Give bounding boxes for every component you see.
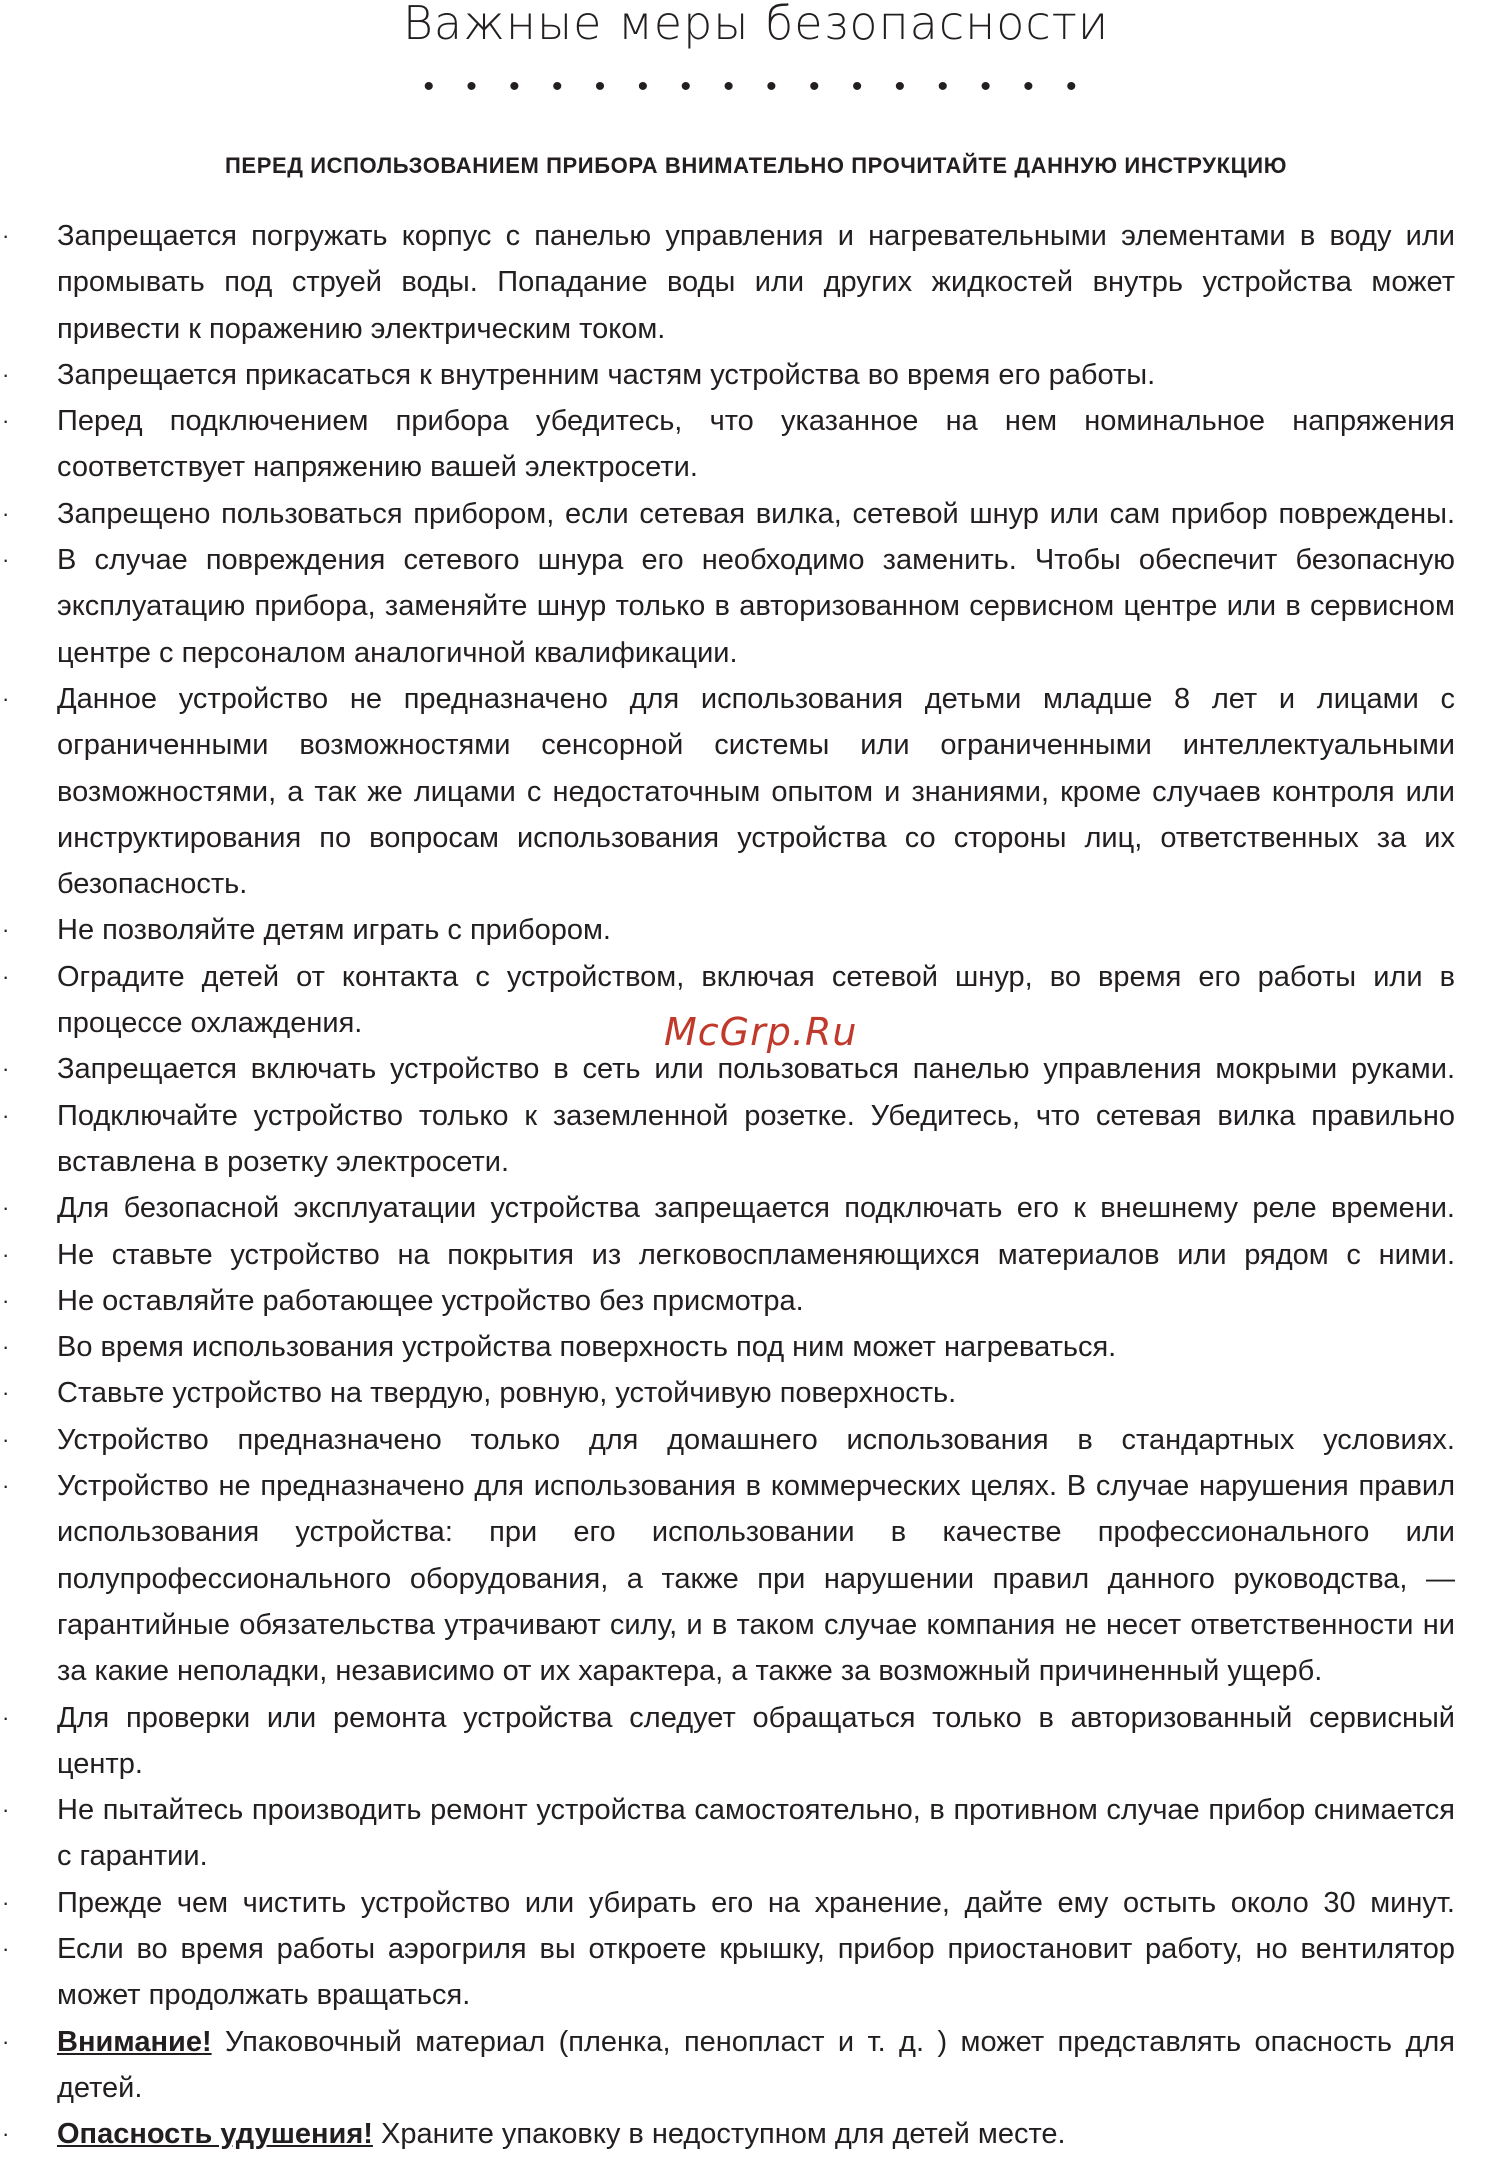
- dot-divider: • • • • • • • • • • • • • • • •: [423, 70, 1089, 103]
- list-item: · Оградите детей от контакта с устройством, включая сетевой шнур, во время его работы или в процессе охлаждения.: [0, 954, 1455, 1047]
- warning-item: [0, 2111, 1455, 2157]
- list-item: · Данное устройство не предназначено для использования детьми младше 8 лет и лицами с ограниченными возможностями сенсорной системы или ограниченными интеллектуальными возможностями, а так же лицами с недостаточным опытом и знаниями, кроме случаев контроля или инструктирования по вопросам использования устройства со стороны лиц, ответственных за их безопасность.: [0, 676, 1455, 907]
- watermark: McGrp.Ru: [664, 1010, 858, 1054]
- list-item: · Перед подключением прибора убедитесь, что указанное на нем номинальное напряжения соответствует напряжению вашей электросети.: [0, 398, 1455, 491]
- list-item: · Подключайте устройство только к заземленной розетке. Убедитесь, что сетевая вилка правильно вставлена в розетку электросети.: [0, 1093, 1455, 1186]
- list-item: · Запрещено пользоваться прибором, если сетевая вилка, сетевой шнур или сам прибор повреждены.: [0, 491, 1455, 537]
- list-item: · Для безопасной эксплуатации устройства запрещается подключать его к внешнему реле времени.: [0, 1185, 1455, 1231]
- warning-text: Упаковочный материал (пленка, пенопласт и т. д. ) может представлять опасность для детей.: [57, 2025, 1455, 2104]
- list-item: · В случае повреждения сетевого шнура его необходимо заменить. Чтобы обеспечит безопасную эксплуатацию прибора, заменяйте шнур только в авторизованном сервисном центре или в сервисном центре с персоналом аналогичной квалификации.: [0, 537, 1455, 676]
- list-item: · Не пытайтесь производить ремонт устройства самостоятельно, в противном случае прибор снимается с гарантии.: [0, 1787, 1455, 1880]
- warning-item: [0, 2019, 1455, 2112]
- list-item: · Запрещается прикасаться к внутренним частям устройства во время его работы.: [0, 352, 1455, 398]
- warning-text: Храните упаковку в недоступном для детей месте.: [372, 2118, 1066, 2151]
- safety-list: [0, 213, 1512, 2157]
- list-item: · Не оставляйте работающее устройство без присмотра.: [0, 1278, 1455, 1324]
- list-item: · Если во время работы аэрогриля вы откроете крышку, прибор приостановит работу, но вентилятор может продолжать вращаться.: [0, 1926, 1455, 2019]
- list-item: · Для проверки или ремонта устройства следует обращаться только в авторизованный сервисный центр.: [0, 1695, 1455, 1788]
- list-item: · Ставьте устройство на твердую, ровную, устойчивую поверхность.: [0, 1370, 1455, 1416]
- list-item: · Не позволяйте детям играть с прибором.: [0, 907, 1455, 953]
- list-item: · Прежде чем чистить устройство или убирать его на хранение, дайте ему остыть около 30 минут.: [0, 1880, 1455, 1926]
- list-item: · Не ставьте устройство на покрытия из легковоспламеняющихся материалов или рядом с ними.: [0, 1232, 1455, 1278]
- list-item: · Запрещается включать устройство в сеть или пользоваться панелью управления мокрыми руками.: [0, 1046, 1455, 1092]
- warning-label: Внимание!: [57, 2025, 212, 2058]
- list-item: · Устройство предназначено только для домашнего использования в стандартных условиях.: [0, 1417, 1455, 1463]
- page-subtitle: ПЕРЕД ИСПОЛЬЗОВАНИЕМ ПРИБОРА ВНИМАТЕЛЬНО ПРОЧИТАЙТЕ ДАННУЮ ИНСТРУКЦИЮ: [225, 153, 1287, 178]
- list-item: · Устройство не предназначено для использования в коммерческих целях. В случае нарушения правил использования устройства: при его использовании в качестве профессионального или полупрофессионального оборудования, а также при нарушении правил данного руководства, — гарантийные обязательства утрачивают силу, и в таком случае компания не несет ответственности ни за какие неполадки, независимо от их характера, а также за возможный причиненный ущерб.: [0, 1463, 1455, 1694]
- list-item: · Во время использования устройства поверхность под ним может нагреваться.: [0, 1324, 1455, 1370]
- warning-label: Опасность удушения!: [57, 2118, 373, 2151]
- page-title: Важные меры безопасности: [402, 0, 1110, 50]
- list-item: · Запрещается погружать корпус с панелью управления и нагревательными элементами в воду или промывать под струей воды. Попадание воды или других жидкостей внутрь устройства может привести к поражению электрическим током.: [0, 213, 1455, 352]
